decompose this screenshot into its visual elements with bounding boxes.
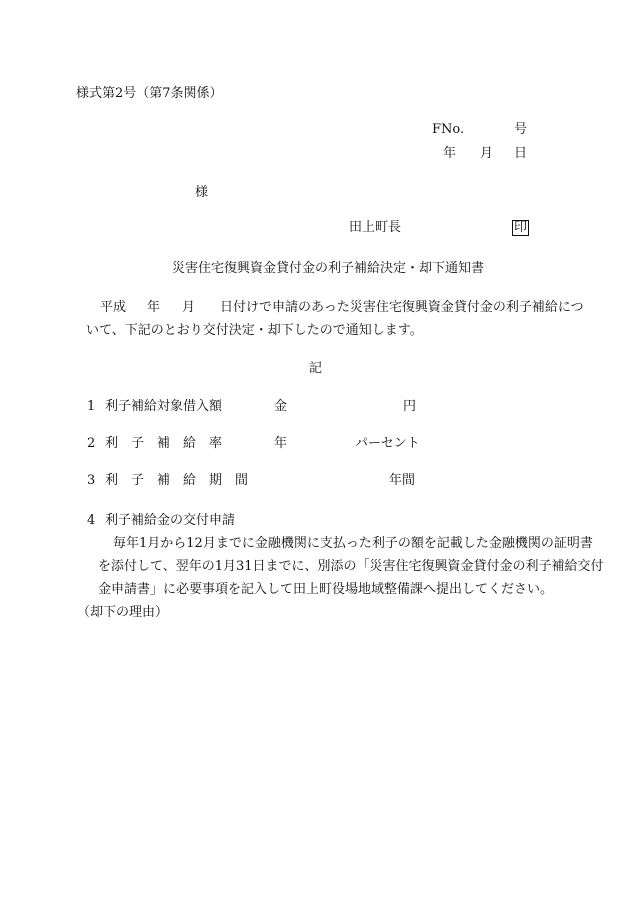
item-2-percent: パーセント (355, 436, 420, 451)
issuer-title: 田上町長 (349, 220, 402, 235)
item-2-number: 2 (87, 436, 96, 451)
date-day: 日 (514, 146, 528, 161)
item-4-line2: を添付して、翌年の1月31日までに、別添の「災害住宅復興資金貸付金の利子補給交付 (98, 559, 604, 574)
item-3-number: 3 (87, 473, 96, 488)
date-year: 年 (443, 146, 457, 161)
body-year: 年 (147, 300, 161, 315)
doc-number-suffix: 号 (514, 122, 528, 137)
ki-heading: 記 (309, 361, 323, 376)
item-2-label: 利 子 補 給 率 (105, 436, 223, 451)
item-4-label: 利子補給金の交付申請 (105, 513, 236, 528)
body-era: 平成 (100, 300, 127, 315)
body-line1: 日付けで申請のあった災害住宅復興資金貸付金の利子補給につ (220, 300, 584, 315)
addressee-honorific: 様 (195, 185, 209, 200)
item-4-line1: 毎年1月から12月までに金融機関に支払った利子の額を記載した金融機関の証明書 (113, 536, 593, 551)
item-1-number: 1 (87, 399, 96, 414)
doc-number-prefix: FNo. (432, 122, 465, 137)
item-4-line3: 金申請書」に必要事項を記入して田上町役場地域整備課へ提出してください。 (98, 582, 554, 597)
date-month: 月 (480, 146, 494, 161)
item-3-years: 年間 (389, 473, 416, 488)
document-title: 災害住宅復興資金貸付金の利子補給決定・却下通知書 (172, 261, 485, 276)
item-2-nen: 年 (274, 436, 288, 451)
body-month: 月 (182, 300, 196, 315)
item-4-number: 4 (87, 513, 96, 528)
body-line2: いて、下記のとおり交付決定・却下したので通知します。 (86, 323, 423, 338)
item-1-en: 円 (403, 399, 417, 414)
item-1-kin: 金 (274, 399, 288, 414)
seal-mark (512, 220, 529, 236)
rejection-reason-label: （却下の理由） (77, 605, 169, 620)
item-3-label: 利 子 補 給 期 間 (105, 473, 249, 488)
item-1-label: 利子補給対象借入額 (105, 399, 223, 414)
seal-text: 印 (514, 220, 528, 235)
form-number: 様式第2号（第7条関係） (76, 86, 223, 101)
